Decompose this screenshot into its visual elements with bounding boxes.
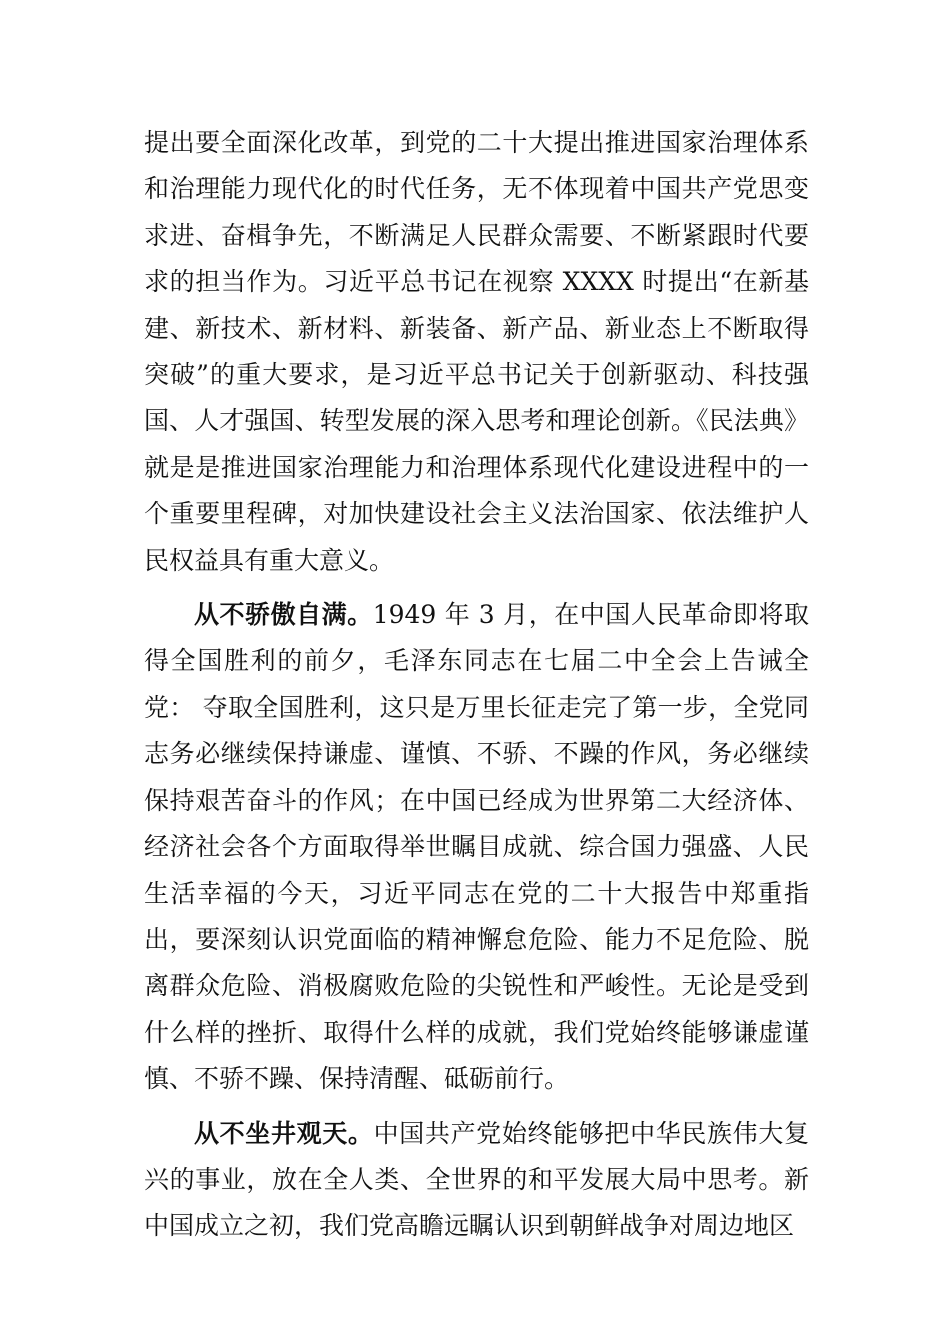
paragraph-continuation — [144, 120, 809, 584]
paragraph-text: 1949 年 3 月，在中国人民革命即将取得全国胜利的前夕，毛泽东同志在七届二中全会上告诫全党： 夺取全国胜利，这只是万里长征走完了第一步，全党同志务必继续保持谦虚、谨慎、不骄、不躁的作风，务必继续保持艰苦奋斗的作风；在中国已经成为世界第二大经济体、经济社会各个方面取得举世瞩目成就、综合国力强盛、人民生活幸福的今天，习近平同志在党的二十大报告中郑重指出，要深刻认识党面临的精神懈怠危险、能力不足危险、脱离群众危险、消极腐败危险的尖锐性和严峻性。无论是受到什么样的挫折、取得什么样的成就，我们党始终能够谦虚谨慎、不骄不躁、保持清醒、砥砺前行。 — [144, 600, 809, 1094]
paragraph-heading: 从不坐井观天。 — [194, 1118, 374, 1148]
paragraph-global-view — [144, 1111, 809, 1250]
paragraph-heading: 从不骄傲自满。 — [194, 600, 373, 630]
document-body — [144, 120, 809, 1258]
paragraph-text: 中国共产党始终能够把中华民族伟大复兴的事业，放在全人类、全世界的和平发展大局中思考。新中国成立之初，我们党高瞻远瞩认识到朝鲜战争对周边地区 — [144, 1118, 809, 1241]
paragraph-text: 提出要全面深化改革，到党的二十大提出推进国家治理体系和治理能力现代化的时代任务，无不体现着中国共产党思变求进、奋楫争先，不断满足人民群众需要、不断紧跟时代要求的担当作为。习近平总书记在视察 XXXX 时提出“在新基建、新技术、新材料、新装备、新产品、新业态上不断取得突破”的重大要求，是习近平总书记关于创新驱动、科技强国、人才强国、转型发展的深入思考和理论创新。《民法典》就是是推进国家治理能力和治理体系现代化建设进程中的一个重要里程碑，对加快建设社会主义法治国家、依法维护人民权益具有重大意义。 — [144, 128, 809, 575]
paragraph-no-complacency — [144, 592, 809, 1102]
